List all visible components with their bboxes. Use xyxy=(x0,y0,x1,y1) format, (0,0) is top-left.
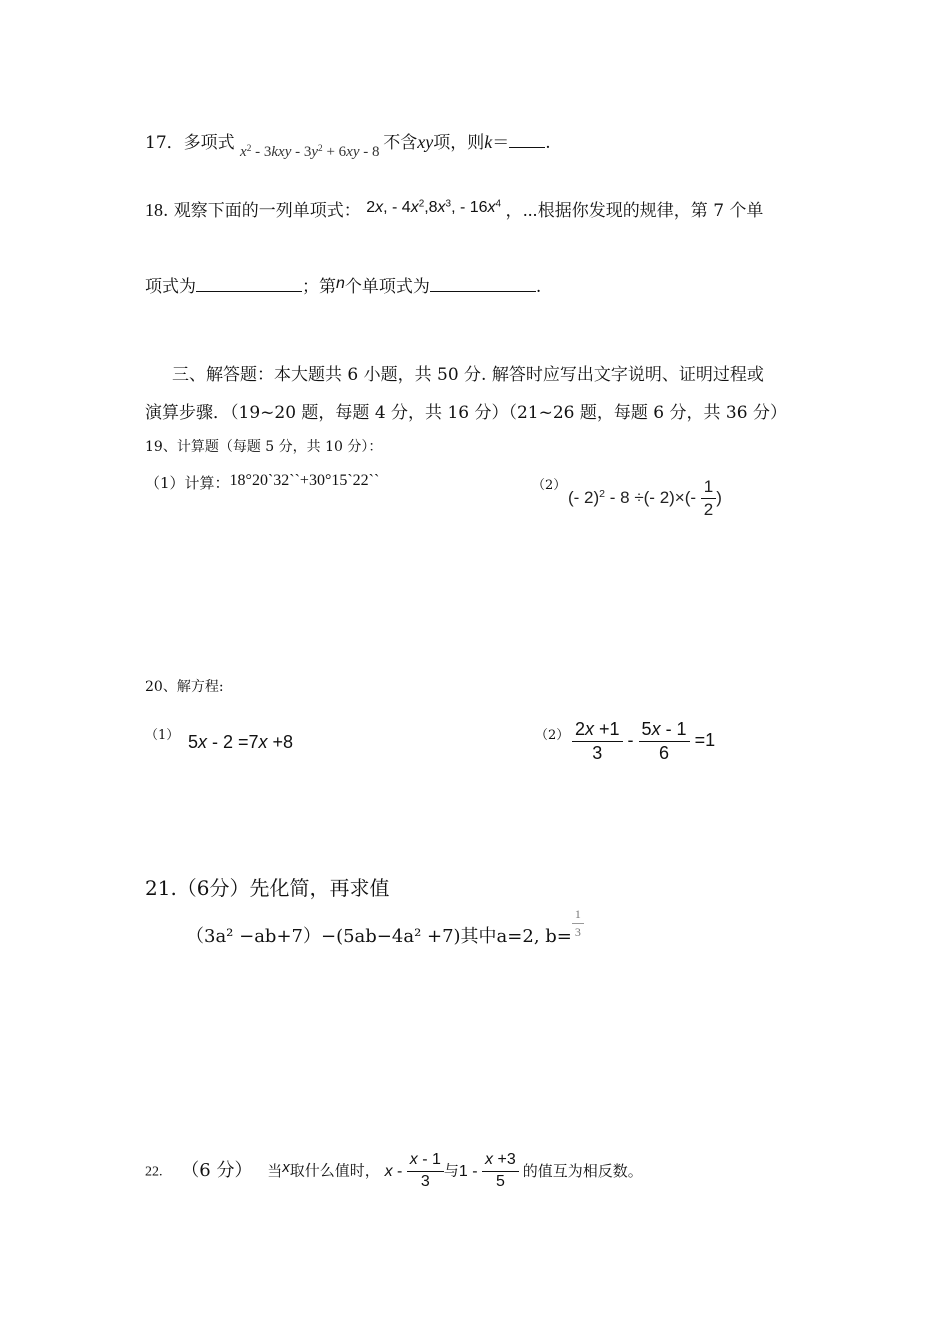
q17-polynomial: $x^2 - 3kxy - 3y^2 + 6xy - 8$ xyxy=(240,143,380,160)
q18-blank-nth[interactable] xyxy=(430,291,536,292)
q19-part1: （1）计算：18°20`32``+30°15`22`` xyxy=(145,472,380,492)
q17-answer-blank[interactable] xyxy=(509,147,545,148)
q19-part2-expression: (- 2)$^2$ - 8 ÷(- 2)×(- $\frac{1}{2}$ ) xyxy=(568,477,722,519)
question-17: 17．多项式 $x^2 - 3kxy - 3y^2 + 6xy - 8$ 不含xy项，则k＝ . xyxy=(145,132,551,160)
q20-part1-label: （1） xyxy=(145,728,180,743)
question-18-line2: 项式为 ；第n个单项式为 . xyxy=(145,275,542,297)
q17-lead: 多项式 xyxy=(183,133,235,153)
q19-heading: 19、计算题（每题 5 分，共 10 分）： xyxy=(145,439,383,455)
q21-heading: 21.（6分）先化简，再求值 xyxy=(145,876,390,900)
q19-part2-label: （2） xyxy=(532,478,567,493)
q17-number: 17． xyxy=(145,133,184,153)
question-18: 18. 观察下面的一列单项式： 2x, - $4x^2,8x^3$, - $16x^4$ ，⋯根据你发现的规律，第 7 个单 xyxy=(145,198,764,221)
question-22: 22. （6 分） 当x取什么值时， x - $\frac{x - 1}{3}$ 与1 - $\frac{x +3}{5}$ 的值互为相反数。 xyxy=(145,1151,643,1190)
q21-b-fraction: $\frac{1}{3}$ xyxy=(572,908,584,938)
section-3-line2: 演算步骤．（19~20 题，每题 4 分，共 16 分）（21~26 题，每题 6 分，共 36 分） xyxy=(145,403,787,423)
q22-expression-1: x - $\frac{x - 1}{3}$ xyxy=(385,1163,444,1180)
q20-fraction-2: $\frac{5x - 1}{6}$ xyxy=(639,720,690,763)
q20-part1-equation: 5x - 2 =7x +8 xyxy=(188,732,294,752)
q20-part2-label: （2） xyxy=(535,728,570,743)
q18-monomial-sequence: 2x, - $4x^2,8x^3$, - $16x^4$ xyxy=(366,198,502,216)
q21-expression: （3a² −ab+7）−(5ab−4a² +7)其中a=2, b= $\frac{1}{3}$ xyxy=(186,922,584,952)
q20-fraction-1: $\frac{2x +1}{3}$ xyxy=(572,720,623,763)
q22-expression-2: 1 - $\frac{x +3}{5}$ xyxy=(459,1163,519,1180)
section-3-line1: 三、解答题：本大题共 6 小题，共 50 分. 解答时应写出文字说明、证明过程或 xyxy=(172,365,764,385)
q19-half-fraction: $\frac{1}{2}$ xyxy=(701,478,716,519)
q20-heading: 20、解方程: xyxy=(145,679,224,695)
q20-part2-equation: $\frac{2x +1}{3}$ - $\frac{5x - 1}{6}$ =1 xyxy=(572,720,715,763)
q18-blank-7th[interactable] xyxy=(196,291,302,292)
